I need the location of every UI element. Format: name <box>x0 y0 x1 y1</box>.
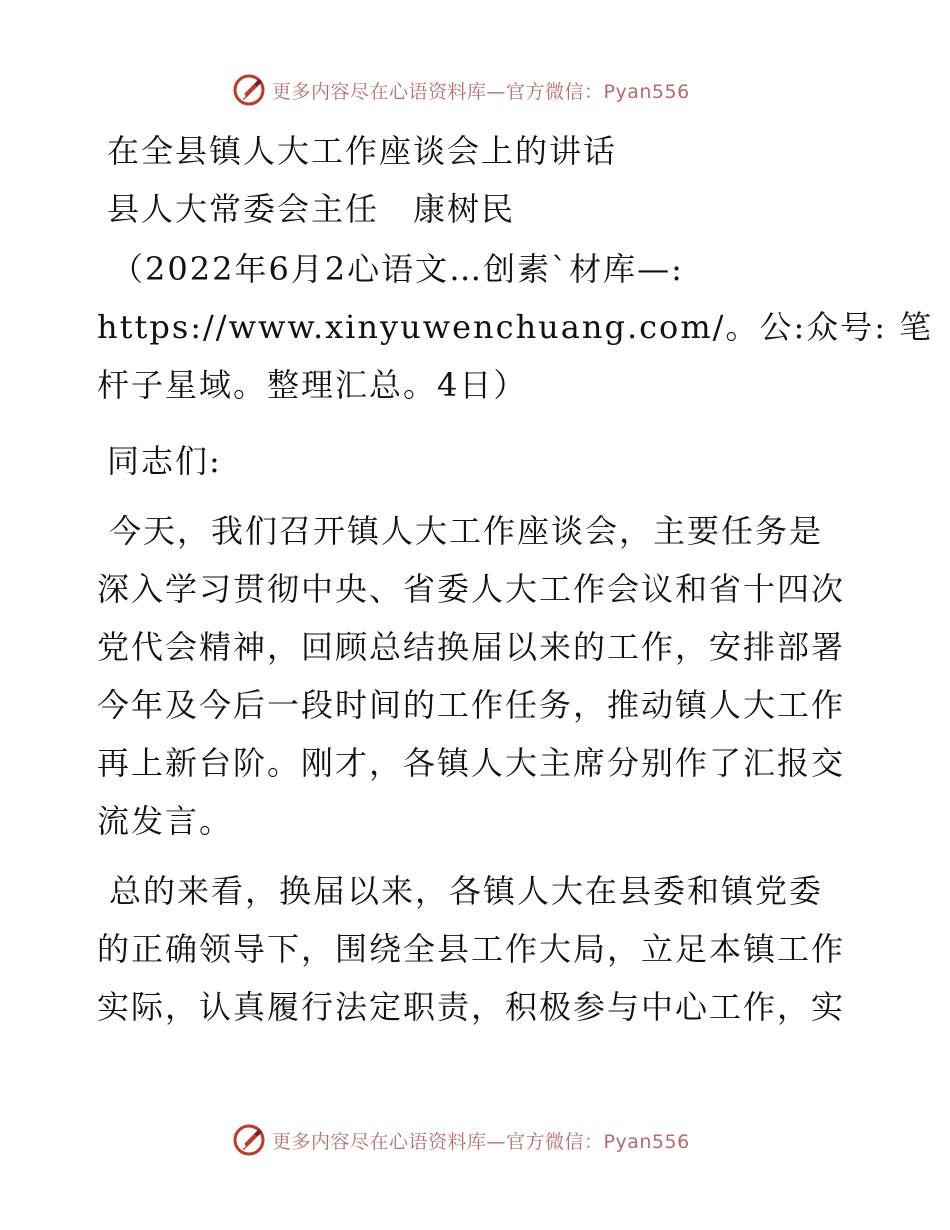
paragraph-2 <box>97 862 857 1036</box>
pen-nib-circle-icon <box>232 1123 266 1157</box>
pen-nib-circle-icon <box>232 73 266 107</box>
paragraph-1-line: 流发言。 <box>97 802 234 840</box>
footer-banner-text: 更多内容尽在心语资料库—官方微信：Pyan556 <box>272 1130 690 1153</box>
footer-banner[interactable] <box>232 1120 712 1160</box>
date-line-1: （2022年6月2心语文…创素`材库—: <box>111 250 684 288</box>
paragraph-1-line: 党代会精神，回顾总结换届以来的工作，安排部署 <box>97 628 846 666</box>
date-line-3: 杆子星域。整理汇总。4日） <box>97 366 528 404</box>
paragraph-1-line: 深入学习贯彻中央、省委人大工作会议和省十四次 <box>97 570 846 608</box>
header-banner-text: 更多内容尽在心语资料库—官方微信：Pyan556 <box>272 80 690 103</box>
header-banner[interactable] <box>232 70 712 110</box>
document-body <box>97 122 934 1036</box>
paragraph-2-line: 的正确领导下，围绕全县工作大局，立足本镇工作 <box>97 930 846 968</box>
date-line-2[interactable]: https://www.xinyuwenchuang.com/。公:众号: 笔 <box>97 308 934 346</box>
paragraph-1-line: 再上新台阶。刚才，各镇人大主席分别作了汇报交 <box>97 744 846 782</box>
paragraph-2-line: 总的来看，换届以来，各镇人大在县委和镇党委 <box>109 872 824 910</box>
paragraph-2-line: 实际，认真履行法定职责，积极参与中心工作，实 <box>97 988 846 1026</box>
date-source-note <box>97 240 934 414</box>
paragraph-1-line: 今年及今后一段时间的工作任务，推动镇人大工作 <box>97 686 846 724</box>
document-title: 在全县镇人大工作座谈会上的讲话 <box>107 132 618 170</box>
paragraph-1-line: 今天，我们召开镇人大工作座谈会，主要任务是 <box>109 512 824 550</box>
paragraph-1 <box>97 502 857 850</box>
document-author: 县人大常委会主任 康树民 <box>107 190 516 228</box>
greeting: 同志们: <box>107 442 222 480</box>
